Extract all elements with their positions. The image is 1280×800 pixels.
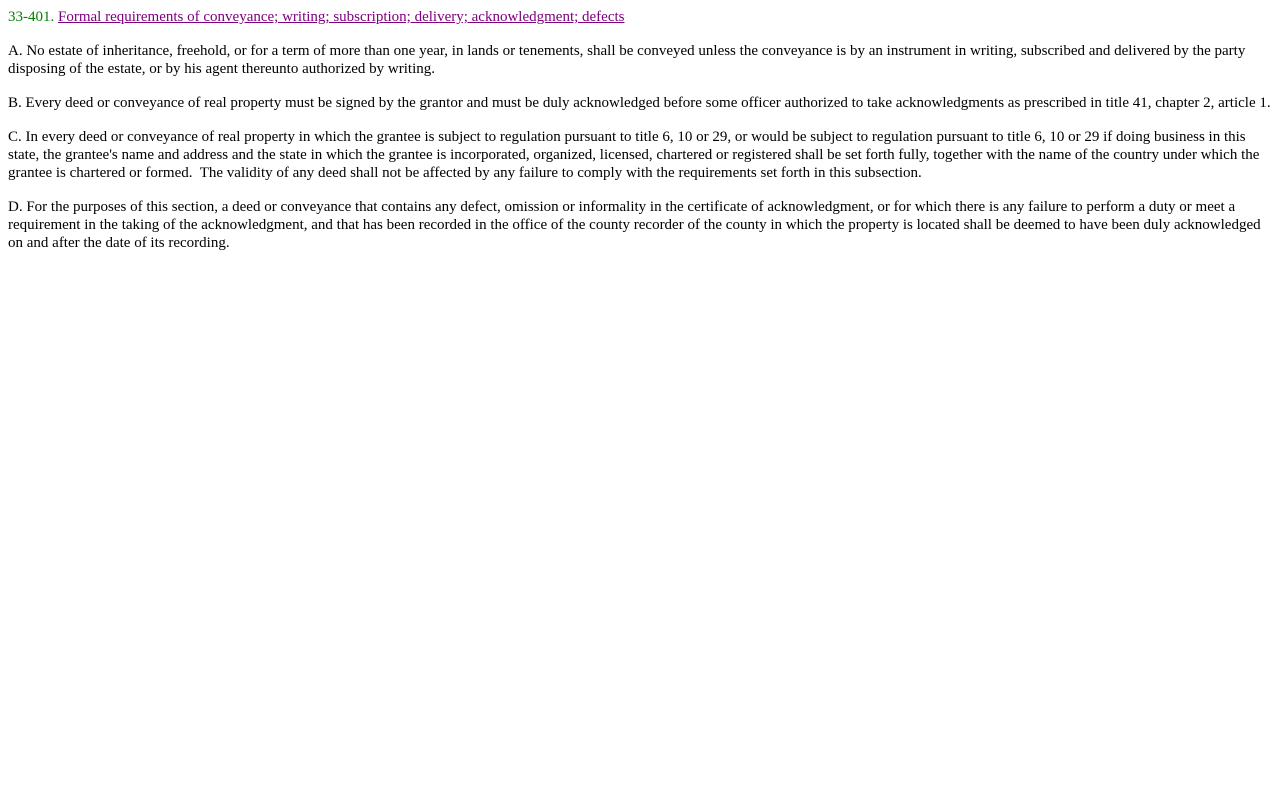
section-title-link[interactable]: Formal requirements of conveyance; writing; subscription; delivery; acknowledgment; defects (58, 9, 625, 25)
paragraph-d: D. For the purposes of this section, a deed or conveyance that contains any defect, omission or informality in the certificate of acknowledgment, or for which there is any failure to perform a duty or meet a requirement in the taking of the acknowledgment, and that has been recorded in the office of the county recorder of the county in which the property is located shall be deemed to have been duly acknowledged on and after the date of its recording. (8, 199, 1265, 251)
statute-document (0, 0, 1280, 252)
statute-heading (8, 8, 1272, 26)
paragraph-c: C. In every deed or conveyance of real property in which the grantee is subject to regulation pursuant to title 6, 10 or 29, or would be subject to regulation pursuant to title 6, 10 or 29 if doing business in this state, the grantee's name and address and the state in which the grantee is incorporated, organized, licensed, chartered or registered shall be set forth fully, together with the name of the country under which the grantee is chartered or formed. The validity of any deed shall not be affected by any failure to comply with the requirements set forth in this subsection. (8, 129, 1264, 181)
paragraph-a: A. No estate of inheritance, freehold, or for a term of more than one year, in lands or tenements, shall be conveyed unless the conveyance is by an instrument in writing, subscribed and delivered by the party disposing of the estate, or by his agent thereunto authorized by writing. (8, 43, 1250, 77)
section-number: 33-401. (8, 9, 55, 25)
paragraph-b: B. Every deed or conveyance of real property must be signed by the grantor and must be duly acknowledged before some officer authorized to take acknowledgments as prescribed in title 41, chapter 2, article 1. (8, 95, 1271, 111)
